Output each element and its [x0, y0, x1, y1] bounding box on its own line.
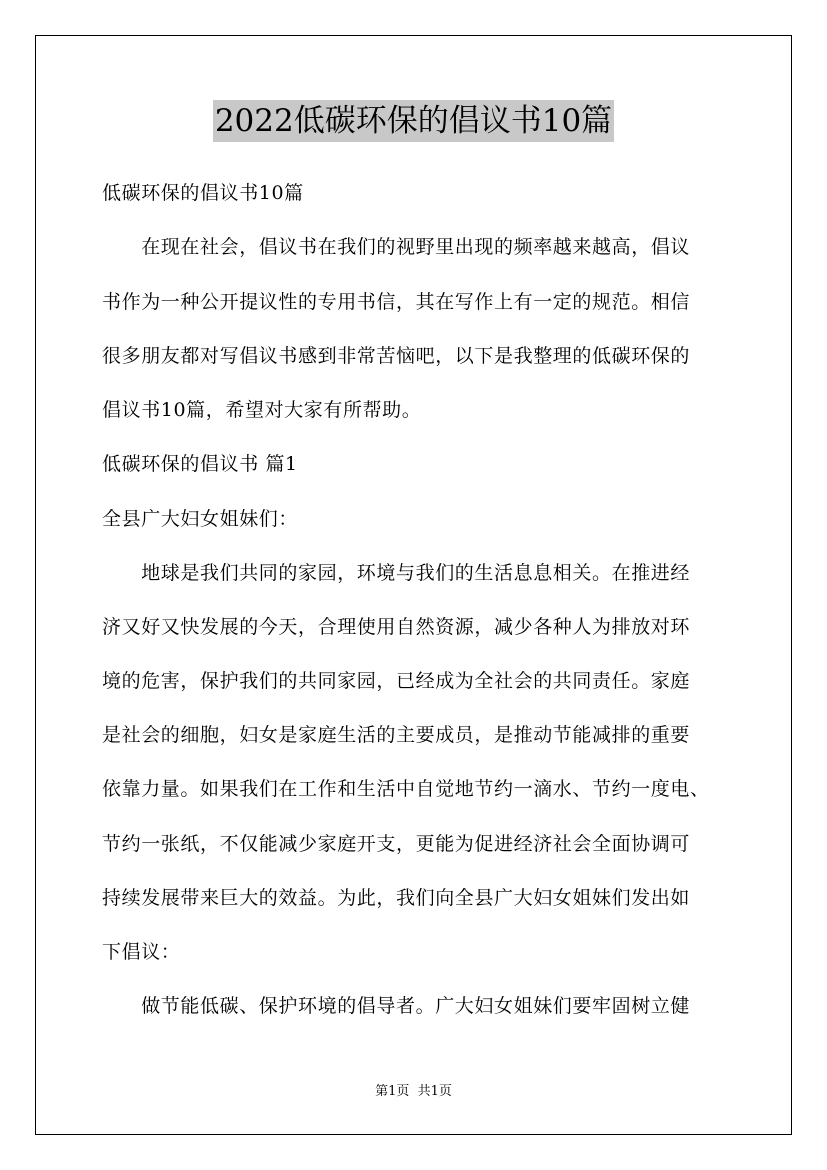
body-line: 做节能低碳、保护环境的倡导者。广大妇女姐妹们要牢固树立健: [102, 995, 691, 1017]
body-line: 持续发展带来巨大的效益。为此，我们向全县广大妇女姐妹们发出如: [102, 887, 691, 909]
body-line: 书作为一种公开提议性的专用书信，其在写作上有一定的规范。相信: [102, 291, 691, 313]
body-line: 下倡议：: [102, 941, 181, 963]
body-line: 境的危害，保护我们的共同家园，已经成为全社会的共同责任。家庭: [102, 670, 691, 692]
body-line: 依靠力量。如果我们在工作和生活中自觉地节约一滴水、节约一度电、: [102, 778, 710, 800]
body-line: 在现在社会，倡议书在我们的视野里出现的频率越来越高，倡议: [102, 236, 691, 258]
salutation-line: 全县广大妇女姐妹们：: [102, 508, 299, 530]
body-line: 倡议书10篇，希望对大家有所帮助。: [102, 399, 422, 421]
document-title: 2022低碳环保的倡议书10篇: [213, 100, 614, 142]
body-line: 很多朋友都对写倡议书感到非常苦恼吧，以下是我整理的低碳环保的: [102, 345, 691, 367]
body-line: 节约一张纸，不仅能减少家庭开支，更能为促进经济社会全面协调可: [102, 833, 691, 855]
section-heading: 低碳环保的倡议书 篇1: [102, 453, 298, 475]
subtitle-line: 低碳环保的倡议书10篇: [102, 182, 304, 204]
body-line: 济又好又快发展的今天，合理使用自然资源，减少各种人为排放对环: [102, 616, 691, 638]
body-line: 地球是我们共同的家园，环境与我们的生活息息相关。在推进经: [102, 562, 691, 584]
title-container: [0, 100, 827, 142]
body-line: 是社会的细胞，妇女是家庭生活的主要成员，是推动节能减排的重要: [102, 724, 691, 746]
page-footer: 第1页 共1页: [375, 1084, 452, 1099]
